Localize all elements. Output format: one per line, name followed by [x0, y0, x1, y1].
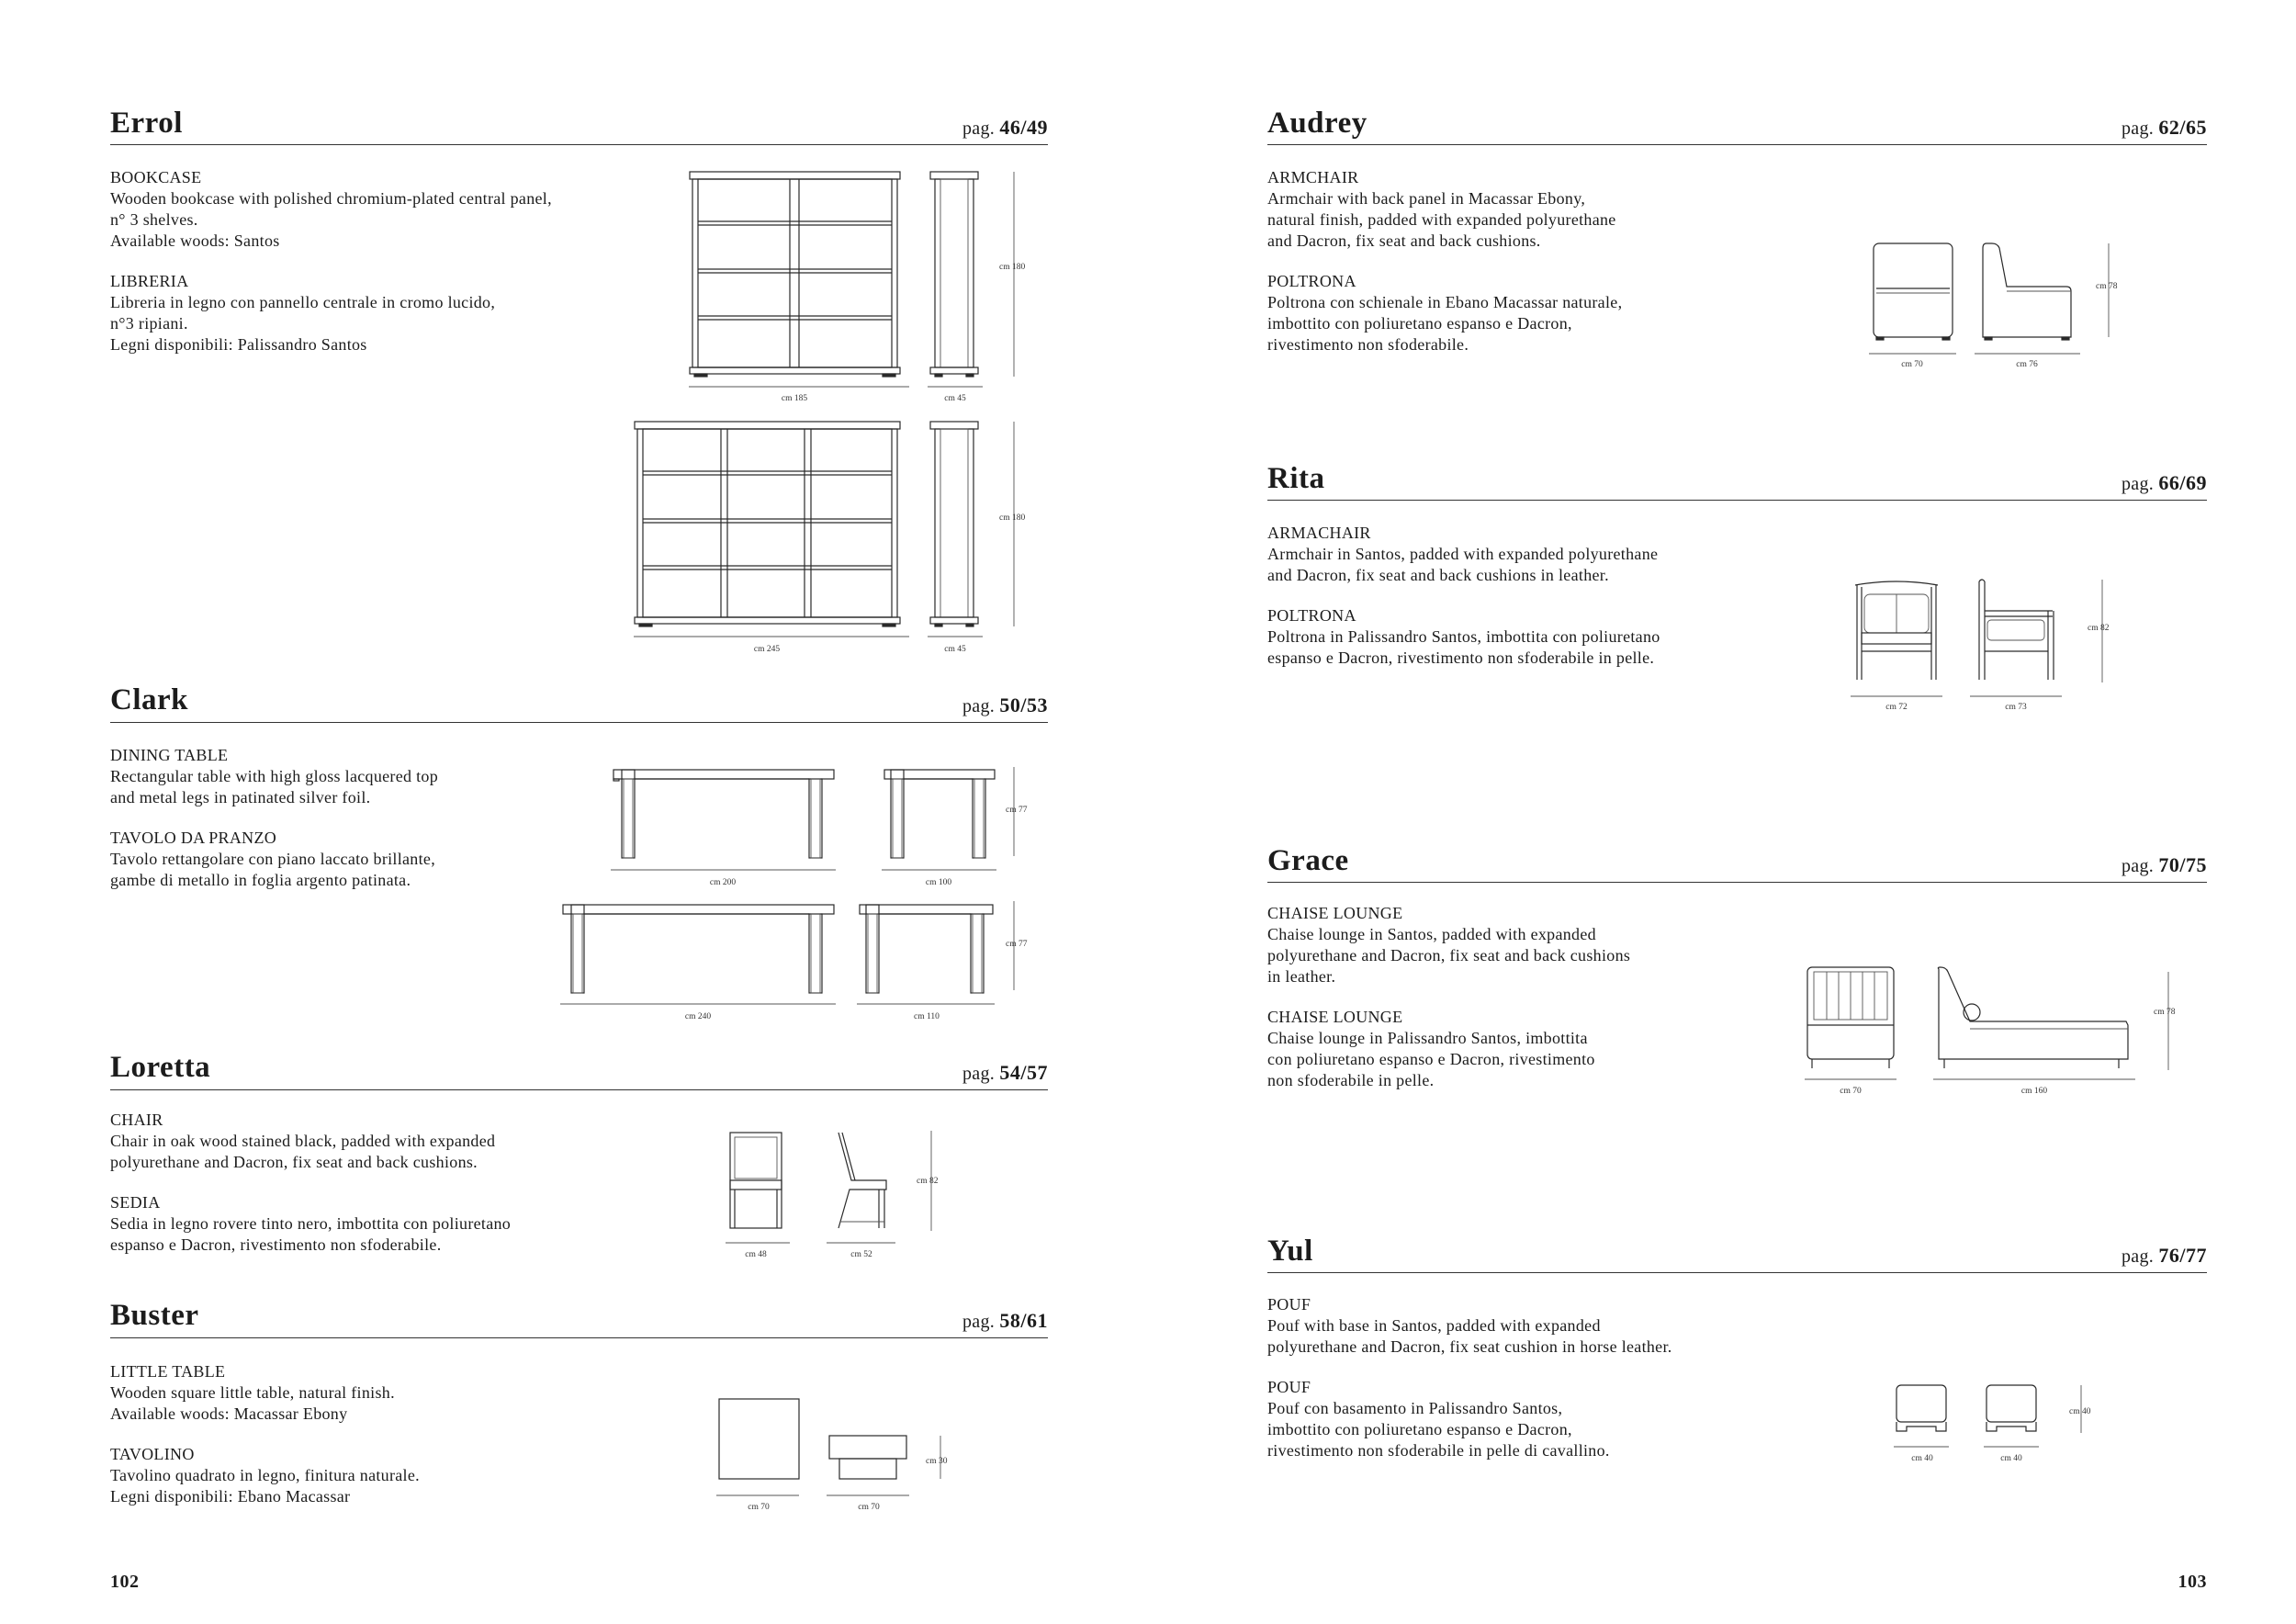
product-description: LITTLE TABLE Wooden square little table, natural finish. Available woods: Macassar Ebony TAVOLINO Tavolino quadrato in legno, finitura naturale. Legni disponibili: Ebano Macassar: [110, 1362, 420, 1506]
width-dimension-line: [1851, 694, 1942, 699]
width-label: cm 48: [745, 1250, 767, 1259]
page-reference: pag. 76/77: [2121, 1244, 2207, 1267]
product-title: Audrey: [1267, 107, 1367, 140]
width-label: cm 240: [684, 1012, 712, 1021]
depth-label: cm 73: [2005, 703, 2027, 712]
depth-dimension-line: [1933, 1077, 2135, 1082]
width-dimension-line: [611, 867, 836, 873]
height-dimension-line: [2165, 969, 2174, 1070]
width-label: cm 245: [753, 645, 781, 654]
width-label: cm 70: [1840, 1087, 1862, 1096]
width-dimension-line: [560, 1001, 836, 1007]
product-title: Loretta: [110, 1051, 211, 1084]
product-description: POUF Pouf with base in Santos, padded with expanded polyurethane and Dacron, fix seat cushion in horse leather. POUF Pouf con basamento in Palissandro Santos, imbottito con poliuretano espanso e Dacron, rivestimento non sfoderabile in pelle di cavallino.: [1267, 1295, 1672, 1460]
page-reference: pag. 58/61: [962, 1309, 1048, 1332]
dining-table-240-side-drawing: [857, 902, 995, 994]
height-label: cm 180: [999, 263, 1026, 272]
product-description: CHAIR Chair in oak wood stained black, padded with expanded polyurethane and Dacron, fix seat and back cushions. SEDIA Sedia in legno rovere tinto nero, imbottita con poliuretano espanso e Dacron, rivestimento non sfoderabile.: [110, 1111, 512, 1254]
width-dimension-line: [726, 1240, 790, 1246]
product-description: DINING TABLE Rectangular table with high gloss lacquered top and metal legs in patinated silver foil. TAVOLO DA PRANZO Tavolo rettangolare con piano laccato brillante, gambe di metallo in foglia argento patinata.: [110, 746, 439, 889]
product-title: Errol: [110, 107, 183, 140]
pouf-side-drawing: [1984, 1382, 2039, 1438]
page-reference: pag. 66/69: [2121, 471, 2207, 494]
depth-dimension-line: [928, 634, 983, 639]
page-reference: pag. 62/65: [2121, 116, 2207, 139]
rita-armchair-side-drawing: [1975, 574, 2057, 684]
product-description: ARMCHAIR Armchair with back panel in Macassar Ebony, natural finish, padded with expanded polyurethane and Dacron, fix seat and back cushions. POLTRONA Poltrona con schienale in Ebano Macassar naturale, imbottito con poliuretano espanso e Dacron, rivestimento non sfoderabile.: [1267, 168, 1623, 354]
width-dimension-line: [716, 1493, 799, 1498]
depth-dimension-line: [1984, 1444, 2039, 1449]
product-title: Clark: [110, 683, 188, 716]
product-description: ARMACHAIR Armchair in Santos, padded with expanded polyurethane and Dacron, fix seat and back cushions in leather. POLTRONA Poltrona in Palissandro Santos, imbottita con poliuretano espanso e Dacron, rivestimento non sfoderabile in pelle.: [1267, 524, 1660, 667]
width-dimension-line: [1869, 351, 1956, 356]
depth-label: cm 45: [944, 645, 966, 654]
depth-dimension-line: [827, 1493, 909, 1498]
title-rule: [1267, 144, 2207, 145]
product-title: Rita: [1267, 462, 1325, 495]
depth-label: cm 40: [2000, 1454, 2022, 1463]
title-rule: [110, 1089, 1048, 1090]
depth-label: cm 76: [2016, 360, 2038, 369]
height-label: cm 40: [2069, 1407, 2091, 1416]
height-label: cm 82: [917, 1177, 939, 1186]
height-label: cm 180: [999, 513, 1026, 523]
height-label: cm 30: [926, 1457, 948, 1466]
height-label: cm 82: [2088, 624, 2110, 633]
title-rule: [110, 144, 1048, 145]
little-table-top-drawing: [716, 1396, 804, 1483]
bookcase-small-side-drawing: [928, 165, 983, 377]
armchair-front-drawing: [1869, 241, 1956, 342]
dining-table-240-front-drawing: [560, 902, 836, 994]
width-label: cm 40: [1911, 1454, 1933, 1463]
chaise-lounge-front-drawing: [1805, 964, 1896, 1070]
width-dimension-line: [1894, 1444, 1949, 1449]
width-label: cm 185: [781, 394, 808, 403]
dining-table-200-front-drawing: [611, 767, 836, 859]
product-title: Grace: [1267, 844, 1349, 877]
height-label: cm 78: [2096, 282, 2118, 291]
depth-label: cm 70: [858, 1503, 880, 1512]
depth-label: cm 45: [944, 394, 966, 403]
height-label: cm 77: [1006, 806, 1028, 815]
title-rule: [1267, 1272, 2207, 1273]
width-label: cm 70: [748, 1503, 770, 1512]
product-title: Yul: [1267, 1235, 1313, 1268]
depth-dimension-line: [882, 867, 996, 873]
depth-dimension-line: [1970, 694, 2062, 699]
bookcase-small-front-drawing: [680, 165, 909, 377]
little-table-side-drawing: [827, 1433, 909, 1483]
title-rule: [110, 1337, 1048, 1338]
height-label: cm 78: [2154, 1008, 2176, 1017]
depth-dimension-line: [857, 1001, 995, 1007]
page-number-left: 102: [110, 1572, 140, 1592]
width-dimension-line: [689, 384, 909, 389]
dining-table-200-side-drawing: [882, 767, 996, 859]
depth-dimension-line: [827, 1240, 895, 1246]
chaise-lounge-side-drawing: [1933, 964, 2135, 1070]
depth-dimension-line: [1975, 351, 2080, 356]
pouf-front-drawing: [1894, 1382, 1949, 1438]
title-rule: [110, 722, 1048, 723]
depth-label: cm 52: [850, 1250, 872, 1259]
width-label: cm 70: [1901, 360, 1923, 369]
bookcase-large-front-drawing: [625, 415, 909, 626]
chair-front-drawing: [726, 1130, 790, 1231]
product-description: CHAISE LOUNGE Chaise lounge in Santos, padded with expanded polyurethane and Dacron, fix seat and back cushions in leather. CHAISE LOUNGE Chaise lounge in Palissandro Santos, imbottita con poliuretano espanso e Dacron, rivestimento non sfoderabile in pelle.: [1267, 904, 1631, 1089]
rita-armchair-front-drawing: [1851, 574, 1942, 684]
width-dimension-line: [1805, 1077, 1896, 1082]
height-label: cm 77: [1006, 940, 1028, 949]
product-title: Buster: [110, 1299, 199, 1332]
product-description: BOOKCASE Wooden bookcase with polished chromium-plated central panel, n° 3 shelves. Available woods: Santos LIBRERIA Libreria in legno con pannello centrale in cromo lucido, n°3 ripiani. Legni disponibili: Palissandro Santos: [110, 168, 552, 354]
page-reference: pag. 70/75: [2121, 853, 2207, 876]
width-label: cm 200: [709, 878, 737, 887]
page-reference: pag. 46/49: [962, 116, 1048, 139]
depth-label: cm 160: [2020, 1087, 2048, 1096]
page-reference: pag. 50/53: [962, 694, 1048, 716]
height-dimension-line: [937, 1433, 946, 1479]
armchair-side-drawing: [1979, 241, 2080, 342]
title-rule: [1267, 500, 2207, 501]
page-number-right: 103: [2178, 1572, 2207, 1592]
width-dimension-line: [634, 634, 909, 639]
depth-label: cm 100: [925, 878, 952, 887]
width-label: cm 72: [1885, 703, 1908, 712]
bookcase-large-side-drawing: [928, 415, 983, 626]
depth-label: cm 110: [914, 1012, 940, 1021]
page-reference: pag. 54/57: [962, 1061, 1048, 1084]
chair-side-drawing: [831, 1130, 895, 1231]
title-rule: [1267, 882, 2207, 883]
depth-dimension-line: [928, 384, 983, 389]
